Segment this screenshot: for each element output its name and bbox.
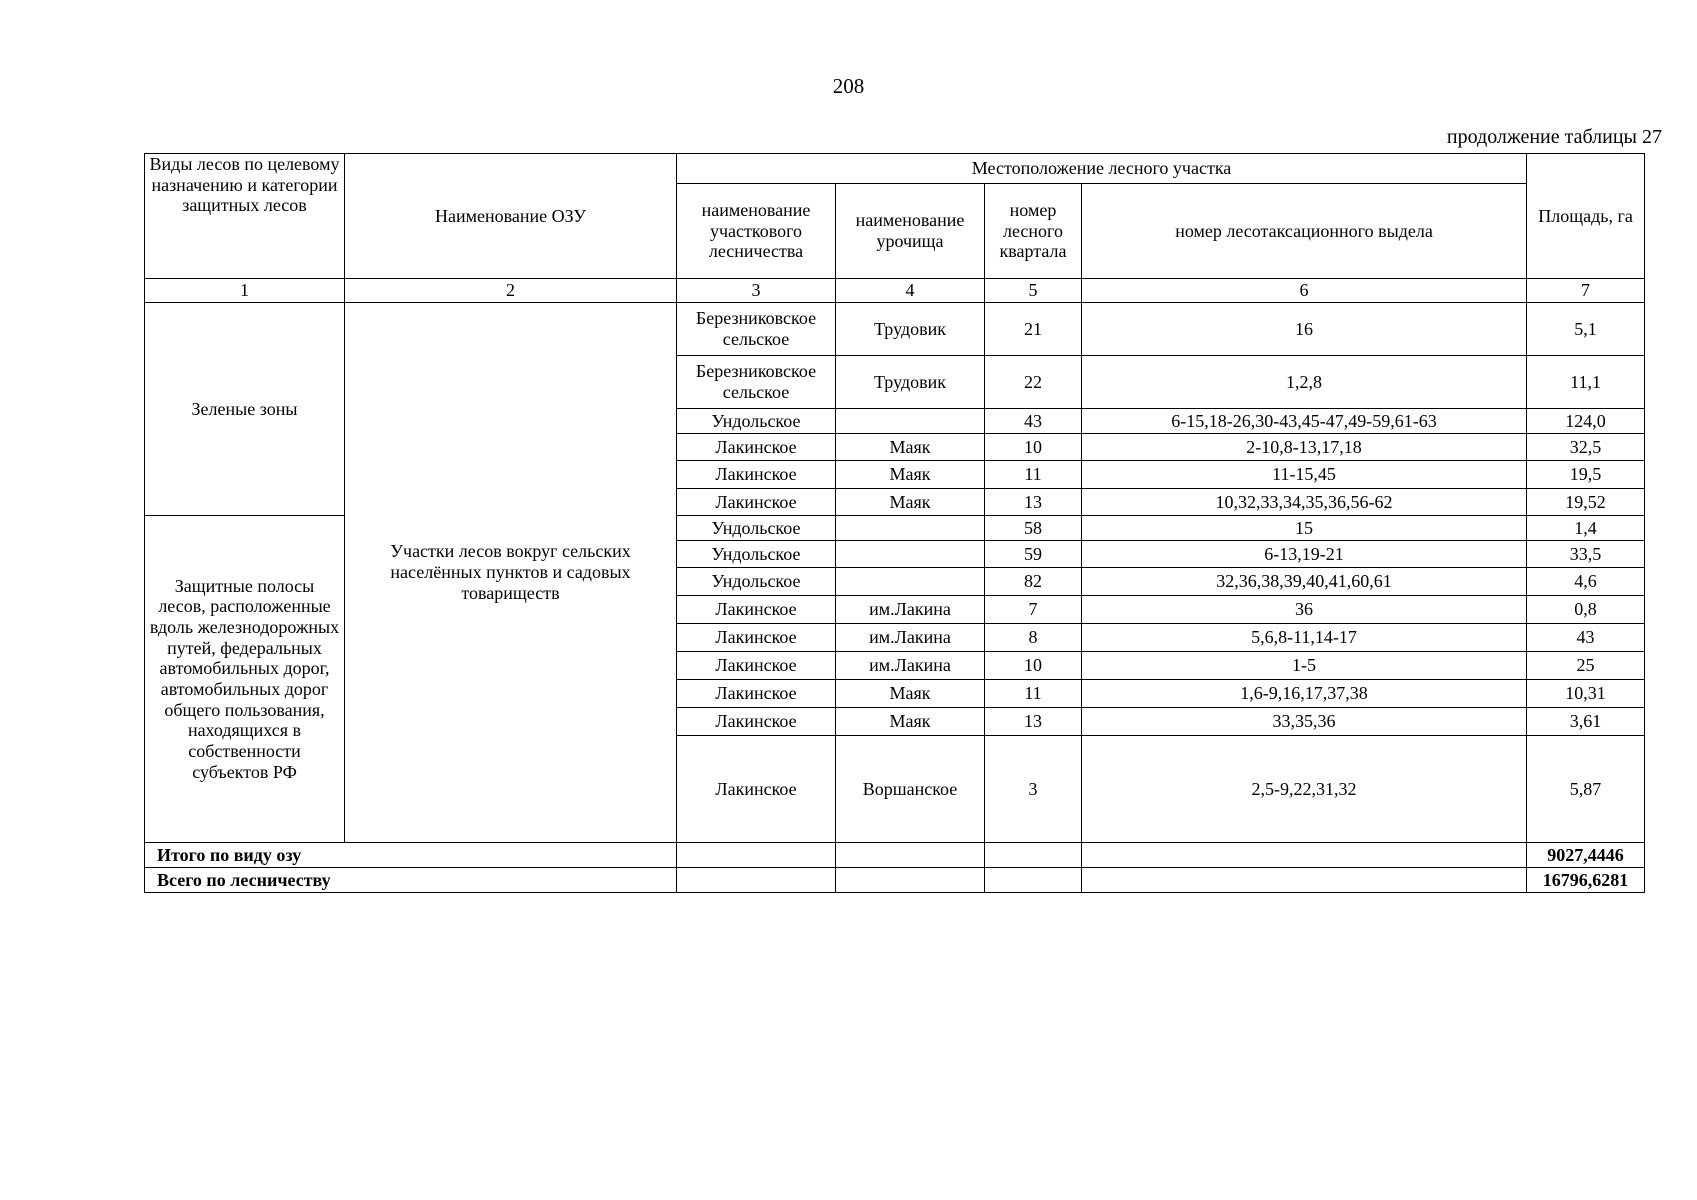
cell-area: 25 bbox=[1527, 652, 1645, 680]
cell-tract: Трудовик bbox=[836, 356, 985, 409]
cell-units: 16 bbox=[1082, 303, 1527, 356]
cell-quarter: 21 bbox=[985, 303, 1082, 356]
cell-units: 33,35,36 bbox=[1082, 708, 1527, 736]
group-protective-strips: Защитные полосы лесов, расположенные вдоль железнодорожных путей, федеральных автомобильных дорог, автомобильных дорог общего пользования, находящихся в собственности субъектов РФ bbox=[145, 516, 345, 843]
cell-quarter: 13 bbox=[985, 489, 1082, 516]
cell-area: 19,52 bbox=[1527, 489, 1645, 516]
cell-area: 3,61 bbox=[1527, 708, 1645, 736]
empty-cell bbox=[836, 843, 985, 868]
cell-units: 2-10,8-13,17,18 bbox=[1082, 434, 1527, 461]
cell-quarter: 11 bbox=[985, 680, 1082, 708]
header-units: номер лесотаксационного выдела bbox=[1082, 184, 1527, 279]
cell-forestry: Ундольское bbox=[677, 516, 836, 541]
cell-quarter: 43 bbox=[985, 409, 1082, 434]
cell-tract bbox=[836, 409, 985, 434]
cell-quarter: 82 bbox=[985, 568, 1082, 596]
cell-area: 43 bbox=[1527, 624, 1645, 652]
column-number-row bbox=[145, 279, 1645, 303]
cell-area: 32,5 bbox=[1527, 434, 1645, 461]
cell-quarter: 13 bbox=[985, 708, 1082, 736]
group-green-zones: Зеленые зоны bbox=[145, 303, 345, 516]
cell-quarter: 59 bbox=[985, 541, 1082, 568]
header-row-1 bbox=[145, 154, 1645, 184]
cell-forestry: Березниковское сельское bbox=[677, 303, 836, 356]
cell-forestry: Лакинское bbox=[677, 652, 836, 680]
grand-total-label: Всего по лесничеству bbox=[145, 868, 677, 893]
empty-cell bbox=[677, 868, 836, 893]
cell-quarter: 11 bbox=[985, 461, 1082, 489]
cell-forestry: Березниковское сельское bbox=[677, 356, 836, 409]
header-ozu-name: Наименование ОЗУ bbox=[345, 154, 677, 279]
cell-tract: Маяк bbox=[836, 680, 985, 708]
cell-area: 1,4 bbox=[1527, 516, 1645, 541]
cell-units: 11-15,45 bbox=[1082, 461, 1527, 489]
cell-units: 1,6-9,16,17,37,38 bbox=[1082, 680, 1527, 708]
table-row bbox=[145, 303, 1645, 356]
cell-forestry: Лакинское bbox=[677, 434, 836, 461]
cell-units: 36 bbox=[1082, 596, 1527, 624]
cell-forestry: Лакинское bbox=[677, 708, 836, 736]
cell-area: 5,1 bbox=[1527, 303, 1645, 356]
cell-units: 6-15,18-26,30-43,45-47,49-59,61-63 bbox=[1082, 409, 1527, 434]
empty-cell bbox=[1082, 868, 1527, 893]
cell-tract: Маяк bbox=[836, 461, 985, 489]
cell-quarter: 22 bbox=[985, 356, 1082, 409]
cell-tract: им.Лакина bbox=[836, 596, 985, 624]
header-quarter: номер лесного квартала bbox=[985, 184, 1082, 279]
empty-cell bbox=[985, 843, 1082, 868]
empty-cell bbox=[677, 843, 836, 868]
group-ozu-name: Участки лесов вокруг сельских населённых пунктов и садовых товариществ bbox=[345, 303, 677, 843]
cell-forestry: Лакинское bbox=[677, 596, 836, 624]
column-number: 3 bbox=[677, 279, 836, 303]
cell-units: 1-5 bbox=[1082, 652, 1527, 680]
cell-tract: им.Лакина bbox=[836, 624, 985, 652]
cell-area: 5,87 bbox=[1527, 736, 1645, 843]
grand-total-area: 16796,6281 bbox=[1527, 868, 1645, 893]
cell-quarter: 10 bbox=[985, 652, 1082, 680]
cell-area: 19,5 bbox=[1527, 461, 1645, 489]
total-label: Итого по виду озу bbox=[145, 843, 677, 868]
cell-area: 33,5 bbox=[1527, 541, 1645, 568]
column-number: 4 bbox=[836, 279, 985, 303]
cell-tract: Маяк bbox=[836, 489, 985, 516]
cell-quarter: 8 bbox=[985, 624, 1082, 652]
cell-forestry: Лакинское bbox=[677, 736, 836, 843]
column-number: 6 bbox=[1082, 279, 1527, 303]
cell-forestry: Лакинское bbox=[677, 680, 836, 708]
cell-tract: Маяк bbox=[836, 434, 985, 461]
column-number: 2 bbox=[345, 279, 677, 303]
cell-quarter: 7 bbox=[985, 596, 1082, 624]
cell-units: 5,6,8-11,14-17 bbox=[1082, 624, 1527, 652]
table-continuation-caption: продолжение таблицы 27 bbox=[1446, 126, 1662, 148]
cell-units: 2,5-9,22,31,32 bbox=[1082, 736, 1527, 843]
cell-tract bbox=[836, 568, 985, 596]
cell-units: 1,2,8 bbox=[1082, 356, 1527, 409]
forest-plots-table bbox=[144, 153, 1645, 893]
cell-units: 32,36,38,39,40,41,60,61 bbox=[1082, 568, 1527, 596]
cell-quarter: 10 bbox=[985, 434, 1082, 461]
cell-area: 10,31 bbox=[1527, 680, 1645, 708]
cell-forestry: Ундольское bbox=[677, 568, 836, 596]
empty-cell bbox=[985, 868, 1082, 893]
cell-forestry: Лакинское bbox=[677, 624, 836, 652]
header-location: Местоположение лесного участка bbox=[677, 154, 1527, 184]
cell-tract: Трудовик bbox=[836, 303, 985, 356]
cell-tract: Воршанское bbox=[836, 736, 985, 843]
cell-units: 15 bbox=[1082, 516, 1527, 541]
empty-cell bbox=[1082, 843, 1527, 868]
cell-tract: Маяк bbox=[836, 708, 985, 736]
cell-quarter: 58 bbox=[985, 516, 1082, 541]
page-number: 208 bbox=[832, 74, 865, 98]
cell-quarter: 3 bbox=[985, 736, 1082, 843]
cell-area: 4,6 bbox=[1527, 568, 1645, 596]
column-number: 7 bbox=[1527, 279, 1645, 303]
column-number: 1 bbox=[145, 279, 345, 303]
total-row bbox=[145, 843, 1645, 868]
header-tract: наименование урочища bbox=[836, 184, 985, 279]
empty-cell bbox=[836, 868, 985, 893]
grand-total-row bbox=[145, 868, 1645, 893]
cell-area: 11,1 bbox=[1527, 356, 1645, 409]
cell-area: 0,8 bbox=[1527, 596, 1645, 624]
header-area: Площадь, га bbox=[1527, 154, 1645, 279]
cell-area: 124,0 bbox=[1527, 409, 1645, 434]
cell-units: 6-13,19-21 bbox=[1082, 541, 1527, 568]
total-area: 9027,4446 bbox=[1527, 843, 1645, 868]
cell-units: 10,32,33,34,35,36,56-62 bbox=[1082, 489, 1527, 516]
cell-forestry: Лакинское bbox=[677, 489, 836, 516]
cell-tract bbox=[836, 541, 985, 568]
cell-forestry: Ундольское bbox=[677, 409, 836, 434]
header-forestry: наименование участкового лесничества bbox=[677, 184, 836, 279]
column-number: 5 bbox=[985, 279, 1082, 303]
cell-forestry: Ундольское bbox=[677, 541, 836, 568]
cell-tract bbox=[836, 516, 985, 541]
cell-tract: им.Лакина bbox=[836, 652, 985, 680]
header-forest-type: Виды лесов по целевому назначению и категории защитных лесов bbox=[145, 154, 345, 279]
cell-forestry: Лакинское bbox=[677, 461, 836, 489]
